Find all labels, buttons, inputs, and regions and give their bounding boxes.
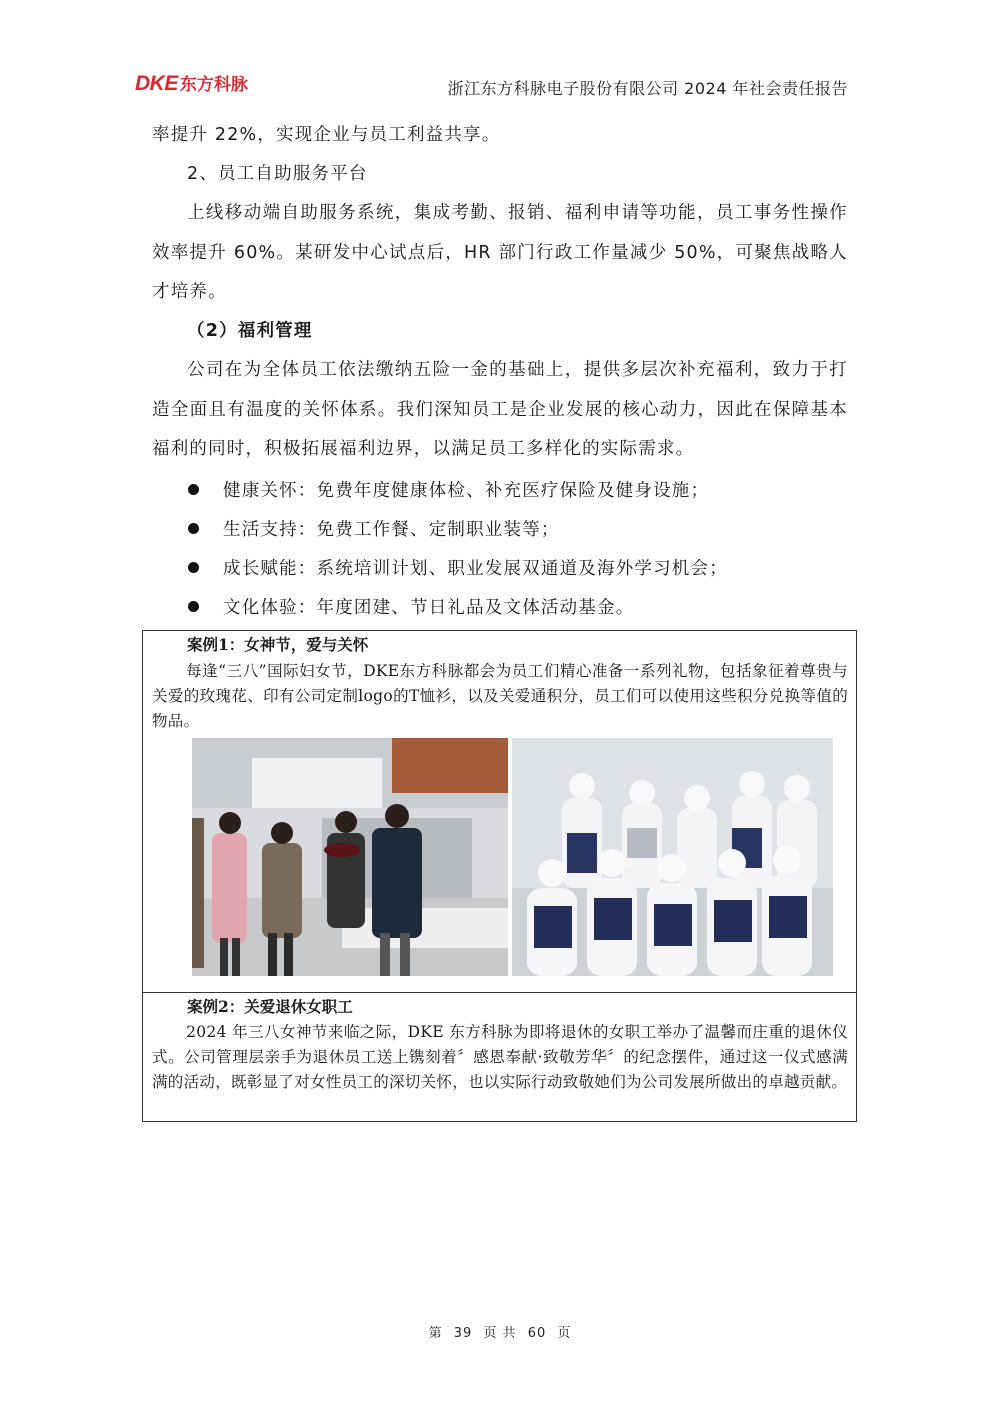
list-item: 生活支持：免费工作餐、定制职业装等； <box>152 509 848 548</box>
bullet-icon <box>188 601 199 612</box>
page-label-pre: 第 <box>428 1326 443 1341</box>
page-label-post: 页 <box>557 1326 572 1341</box>
list-item: 健康关怀：免费年度健康体检、补充医疗保险及健身设施； <box>152 470 848 509</box>
case-1-text: 每逢“三八”国际妇女节，DKE东方科脉都会为员工们精心准备一系列礼物，包括象征着尊贵与关爱的玫瑰花、印有公司定制logo的T恤衫，以及关爱通积分，员工们可以使用这些积分兑换等值的物品。 <box>152 662 848 730</box>
bullet-icon <box>188 523 199 534</box>
report-title: 浙江东方科脉电子股份有限公司 2024 年社会责任报告 <box>447 79 848 98</box>
case-divider <box>143 992 856 993</box>
page-number: 39 <box>453 1326 473 1341</box>
paragraph-self-service: 上线移动端自助服务系统，集成考勤、报销、福利申请等功能，员工事务性操作效率提升 60%。某研发中心试点后，HR 部门行政工作量减少 50%，可聚焦战略人才培养。 <box>152 203 848 302</box>
list-item: 文化体验：年度团建、节日礼品及文体活动基金。 <box>152 587 848 626</box>
logo-mark: DKE <box>135 72 178 95</box>
case-1-title: 案例1：女神节，爱与关怀 <box>187 635 369 654</box>
company-logo <box>135 70 248 96</box>
list-item: 成长赋能：系统培训计划、职业发展双通道及海外学习机会； <box>152 548 848 587</box>
case-study-box <box>142 630 857 1122</box>
welfare-bullet-list <box>152 470 848 626</box>
page-total: 60 <box>527 1326 547 1341</box>
paragraph-continued: 率提升 22%，实现企业与员工利益共享。 <box>152 125 501 145</box>
page-label-mid: 页 共 <box>483 1326 517 1341</box>
logo-name: 东方科脉 <box>179 75 248 95</box>
page-header <box>0 0 1000 110</box>
case-2-text: 2024 年三八女神节来临之际，DKE 东方科脉为即将退休的女职工举办了温馨而庄重的退休仪式。公司管理层亲手为退休员工送上镌刻着〞感恩奉献·致敬芳华〞的纪念摆件，通过这一仪式感满满的活动，既彰显了对女性员工的深切关怀，也以实际行动致敬她们为公司发展所做出的卓越贡献。 <box>152 1023 848 1091</box>
case-1-photo-roses <box>192 738 508 976</box>
page-footer <box>0 1322 1000 1341</box>
paragraph-welfare: 公司在为全体员工依法缴纳五险一金的基础上，提供多层次补充福利，致力于打造全面且有温度的关怀体系。我们深知员工是企业发展的核心动力，因此在保障基本福利的同时，积极拓展福利边界，以满足员工多样化的实际需求。 <box>152 360 848 459</box>
case-1-photo-cleanroom <box>512 738 833 976</box>
section-heading-self-service: 2、员工自助服务平台 <box>187 164 368 184</box>
bullet-icon <box>188 484 199 495</box>
case-2-title: 案例2：关爱退休女职工 <box>187 997 353 1016</box>
section-heading-welfare: （2）福利管理 <box>187 321 313 341</box>
bullet-icon <box>188 562 199 573</box>
